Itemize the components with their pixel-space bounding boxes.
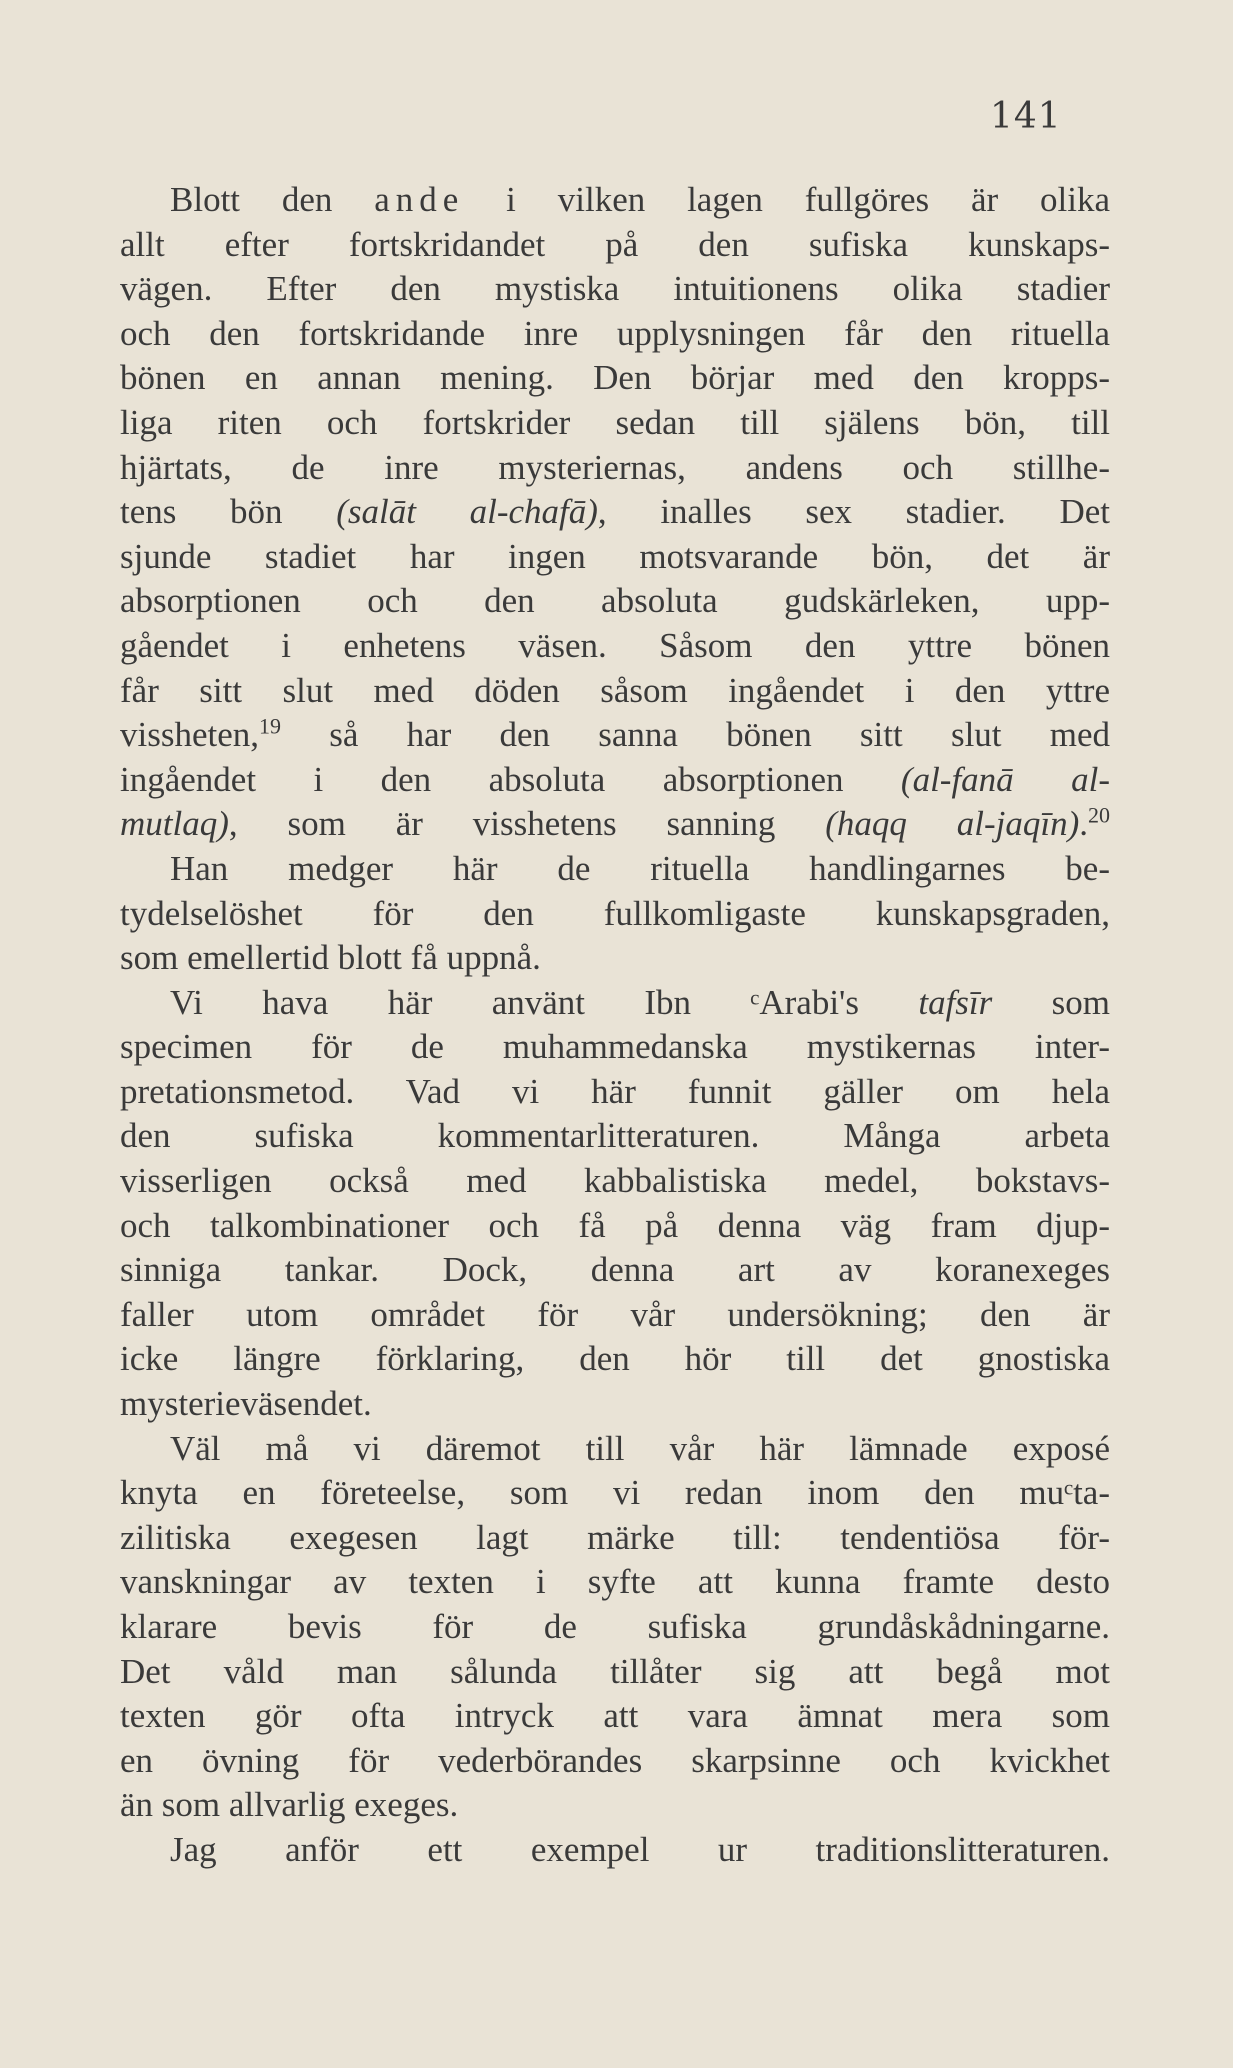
text-run: ande — [374, 180, 465, 219]
italic-term: (salāt al-chafā) — [336, 492, 598, 532]
text-run: bönen en annan mening. Den börjar med den kropps- — [120, 358, 1110, 398]
text-run: sjunde stadiet har ingen motsvarande bön, det är — [120, 536, 1110, 576]
text-line — [120, 624, 1110, 669]
text-run: visserligen också med kabbalistiska medel, bokstavs- — [120, 1161, 1110, 1201]
text-run: än som allvarlig exeges. — [120, 1785, 459, 1825]
text-line — [120, 535, 1110, 580]
text-run: så har den sanna bönen sitt slut med — [281, 715, 1110, 755]
text-line — [120, 356, 1110, 401]
text-line — [120, 892, 1110, 937]
text-run: vissheten, — [120, 715, 260, 755]
text-run: sinniga tankar. Dock, denna art av koranexeges — [120, 1250, 1110, 1290]
text-line — [120, 579, 1110, 624]
text-line — [120, 1248, 1110, 1293]
text-run: faller utom området för vår undersökning; den är — [120, 1294, 1110, 1334]
text-line — [120, 1650, 1110, 1695]
text-line — [120, 1382, 1110, 1427]
text-line — [120, 312, 1110, 357]
text-line — [120, 1828, 1110, 1873]
text-line — [120, 1471, 1110, 1516]
text-line — [120, 178, 1110, 223]
text-line — [120, 802, 1110, 847]
text-line — [120, 1694, 1110, 1739]
text-run: klarare bevis för de sufiska grundåskådningarne. — [120, 1607, 1110, 1646]
text-line — [120, 981, 1110, 1026]
text-run: absorptionen och den absoluta gudskärleken, upp- — [120, 581, 1110, 621]
text-run: vanskningar av texten i syfte att kunna framte desto — [120, 1562, 1110, 1602]
text-line — [120, 1516, 1110, 1561]
text-run: knyta en företeelse, som vi redan inom den muᶜta- — [120, 1473, 1110, 1513]
italic-term: mutlaq) — [120, 804, 229, 844]
text-run: , som är visshetens sanning — [228, 804, 826, 844]
text-run: som — [992, 982, 1110, 1022]
text-line — [120, 1114, 1110, 1159]
text-run: får sitt slut med döden såsom ingåendet i den yttre — [120, 670, 1110, 710]
text-run: gåendet i enhetens väsen. Såsom den yttre bönen — [120, 625, 1110, 665]
text-line — [120, 1337, 1110, 1382]
text-run: icke längre förklaring, den hör till det gnostiska — [120, 1339, 1110, 1379]
text-run: Det våld man sålunda tillåter sig att begå mot — [120, 1651, 1110, 1691]
text-line — [120, 847, 1110, 892]
text-line — [120, 1605, 1110, 1650]
text-line — [120, 1560, 1110, 1605]
text-run: , inalles sex stadier. Det — [597, 492, 1110, 532]
text-run: texten gör ofta intryck att vara ämnat mera som — [120, 1696, 1110, 1736]
text-run: specimen för de muhammedanska mystikernas inter- — [120, 1027, 1110, 1067]
text-run: liga riten och fortskrider sedan till själens bön, till — [120, 402, 1110, 442]
text-run: tydelselöshet för den fullkomligaste kunskapsgraden, — [120, 893, 1110, 933]
footnote-ref: 20 — [1088, 802, 1111, 828]
text-run: vägen. Efter den mystiska intuitionens olika stadier — [120, 269, 1110, 309]
text-line — [120, 1159, 1110, 1204]
text-line — [120, 223, 1110, 268]
text-line — [120, 936, 1110, 981]
text-run: Han medger här de rituella handlingarnes be- — [170, 848, 1110, 888]
text-line — [120, 669, 1110, 714]
text-run: allt efter fortskridandet på den sufiska kunskaps- — [120, 224, 1110, 264]
text-run: tens bön — [120, 492, 337, 532]
text-run: i vilken lagen fullgöres är olika — [464, 180, 1110, 219]
text-line — [120, 1739, 1110, 1784]
text-line — [120, 1293, 1110, 1338]
text-run: mysterieväsendet. — [120, 1384, 372, 1424]
text-run: som emellertid blott få uppnå. — [120, 938, 541, 978]
text-run: zilitiska exegesen lagt märke till: tendentiösa för- — [120, 1517, 1110, 1557]
text-line — [120, 1025, 1110, 1070]
italic-term: (al-fanā al- — [900, 759, 1110, 799]
text-line — [120, 446, 1110, 491]
text-run: . — [1079, 804, 1089, 844]
text-line — [120, 401, 1110, 446]
text-line — [120, 1070, 1110, 1115]
text-line — [120, 758, 1110, 803]
text-run: och den fortskridande inre upplysningen får den rituella — [120, 313, 1110, 353]
text-line — [120, 1427, 1110, 1472]
italic-term: tafsīr — [918, 982, 993, 1022]
text-run: och talkombinationer och få på denna väg fram djup- — [120, 1205, 1110, 1245]
text-run: Blott den — [170, 180, 375, 219]
text-run: en övning för vederbörandes skarpsinne och kvickhet — [120, 1740, 1110, 1780]
text-line — [120, 267, 1110, 312]
footnote-ref: 19 — [259, 713, 282, 739]
text-run: ingåendet i den absoluta absorptionen — [120, 759, 901, 799]
text-line — [120, 713, 1110, 758]
text-run: den sufiska kommentarlitteraturen. Många arbeta — [120, 1116, 1110, 1156]
body-text — [120, 178, 1110, 1873]
text-line — [120, 490, 1110, 535]
text-line — [120, 1204, 1110, 1249]
text-line — [120, 1783, 1110, 1828]
text-run: Vi hava här använt Ibn ᶜArabi's — [170, 982, 919, 1022]
page-number: 141 — [990, 96, 1062, 137]
text-run: Väl må vi däremot till vår här lämnade exposé — [170, 1428, 1110, 1468]
text-run: Jag anför ett exempel ur traditionslitteraturen. — [170, 1829, 1110, 1869]
text-run: hjärtats, de inre mysteriernas, andens och stillhe- — [120, 447, 1110, 487]
text-run: pretationsmetod. Vad vi här funnit gäller om hela — [120, 1071, 1110, 1111]
italic-term: (haqq al-jaqīn) — [825, 804, 1080, 844]
